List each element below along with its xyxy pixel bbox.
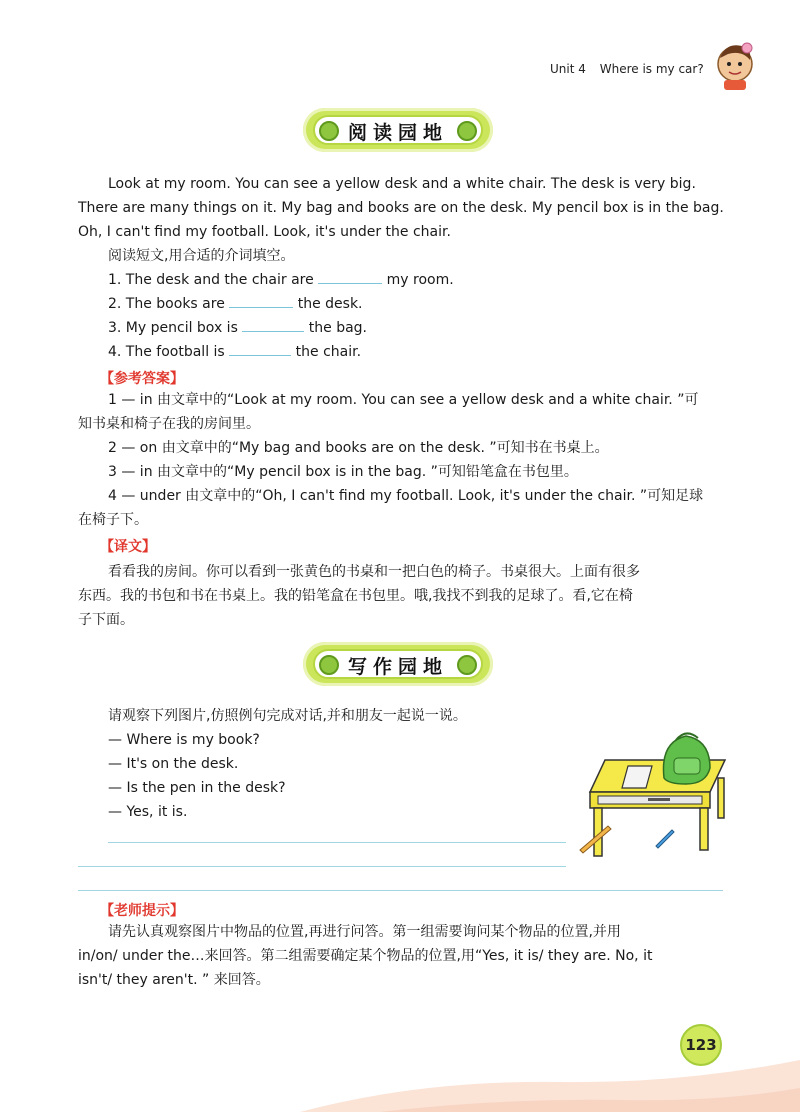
passage-line-3: Oh, I can't find my football. Look, it's under the chair. <box>78 224 451 240</box>
tip-heading: 【老师提示】 <box>100 903 184 919</box>
passage-line-1: Look at my room. You can see a yellow desk and a white chair. The desk is very big. <box>108 176 696 192</box>
unit-label: Unit 4 <box>550 62 586 76</box>
dialogue-line-2: — It's on the desk. <box>108 756 239 772</box>
writing-line-2[interactable] <box>78 866 566 867</box>
writing-banner-title: 写作园地 <box>347 656 448 678</box>
translation-line-2: 东西。我的书包和书在书桌上。我的铅笔盒在书包里。哦,我找不到我的足球了。看,它在椅 <box>78 588 633 604</box>
answer-line-6: 在椅子下。 <box>78 512 148 528</box>
answer-heading: 【参考答案】 <box>100 371 184 387</box>
book-icon <box>622 766 652 788</box>
running-header <box>550 62 714 76</box>
pen-icon <box>656 830 674 848</box>
reading-instruction: 阅读短文,用合适的介词填空。 <box>108 248 295 264</box>
divider-line <box>78 890 723 891</box>
answer-line-3: 2 — on 由文章中的“My bag and books are on the desk. ”可知书在书桌上。 <box>108 440 609 456</box>
translation-line-1: 看看我的房间。你可以看到一张黄色的书桌和一把白色的椅子。书桌很大。上面有很多 <box>108 564 640 580</box>
writing-banner <box>303 642 493 686</box>
passage-line-2: There are many things on it. My bag and books are on the desk. My pencil box is in the bag. <box>78 200 724 216</box>
translation-heading: 【译文】 <box>100 539 156 555</box>
question-4: 4. The football is the chair. <box>108 340 361 364</box>
tip-line-1: 请先认真观察图片中物品的位置,再进行问答。第一组需要询问某个物品的位置,并用 <box>108 924 621 940</box>
desk-illustration <box>560 720 730 860</box>
answer-blank-4[interactable] <box>229 341 291 356</box>
dialogue-line-4: — Yes, it is. <box>108 804 188 820</box>
reading-banner-title: 阅读园地 <box>347 122 448 144</box>
answer-line-5: 4 — under 由文章中的“Oh, I can't find my football. Look, it's under the chair. ”可知足球 <box>108 488 704 504</box>
answer-line-1: 1 — in 由文章中的“Look at my room. You can see a yellow desk and a white chair. ”可 <box>108 392 699 408</box>
question-3: 3. My pencil box is the bag. <box>108 316 367 340</box>
writing-line-1[interactable] <box>108 842 566 843</box>
reading-banner <box>303 108 493 152</box>
answer-line-2: 知书桌和椅子在我的房间里。 <box>78 416 260 432</box>
question-2: 2. The books are the desk. <box>108 292 363 316</box>
dialogue-line-1: — Where is my book? <box>108 732 260 748</box>
page-number: 123 <box>680 1024 722 1066</box>
dialogue-line-3: — Is the pen in the desk? <box>108 780 286 796</box>
question-1: 1. The desk and the chair are my room. <box>108 268 454 292</box>
answer-blank-2[interactable] <box>229 293 293 308</box>
schoolbag-icon <box>663 733 710 784</box>
mascot-boy-icon <box>714 40 756 92</box>
answer-blank-1[interactable] <box>318 269 382 284</box>
translation-line-3: 子下面。 <box>78 612 134 628</box>
tip-line-2: in/on/ under the…来回答。第二组需要确定某个物品的位置,用“Yes, it is/ they are. No, it <box>78 948 653 964</box>
answer-line-4: 3 — in 由文章中的“My pencil box is in the bag. ”可知铅笔盒在书包里。 <box>108 464 578 480</box>
unit-title: Where is my car? <box>599 62 704 76</box>
answer-blank-3[interactable] <box>242 317 304 332</box>
writing-instruction: 请观察下列图片,仿照例句完成对话,并和朋友一起说一说。 <box>108 708 467 724</box>
tip-line-3: isn't/ they aren't. ” 来回答。 <box>78 972 270 988</box>
